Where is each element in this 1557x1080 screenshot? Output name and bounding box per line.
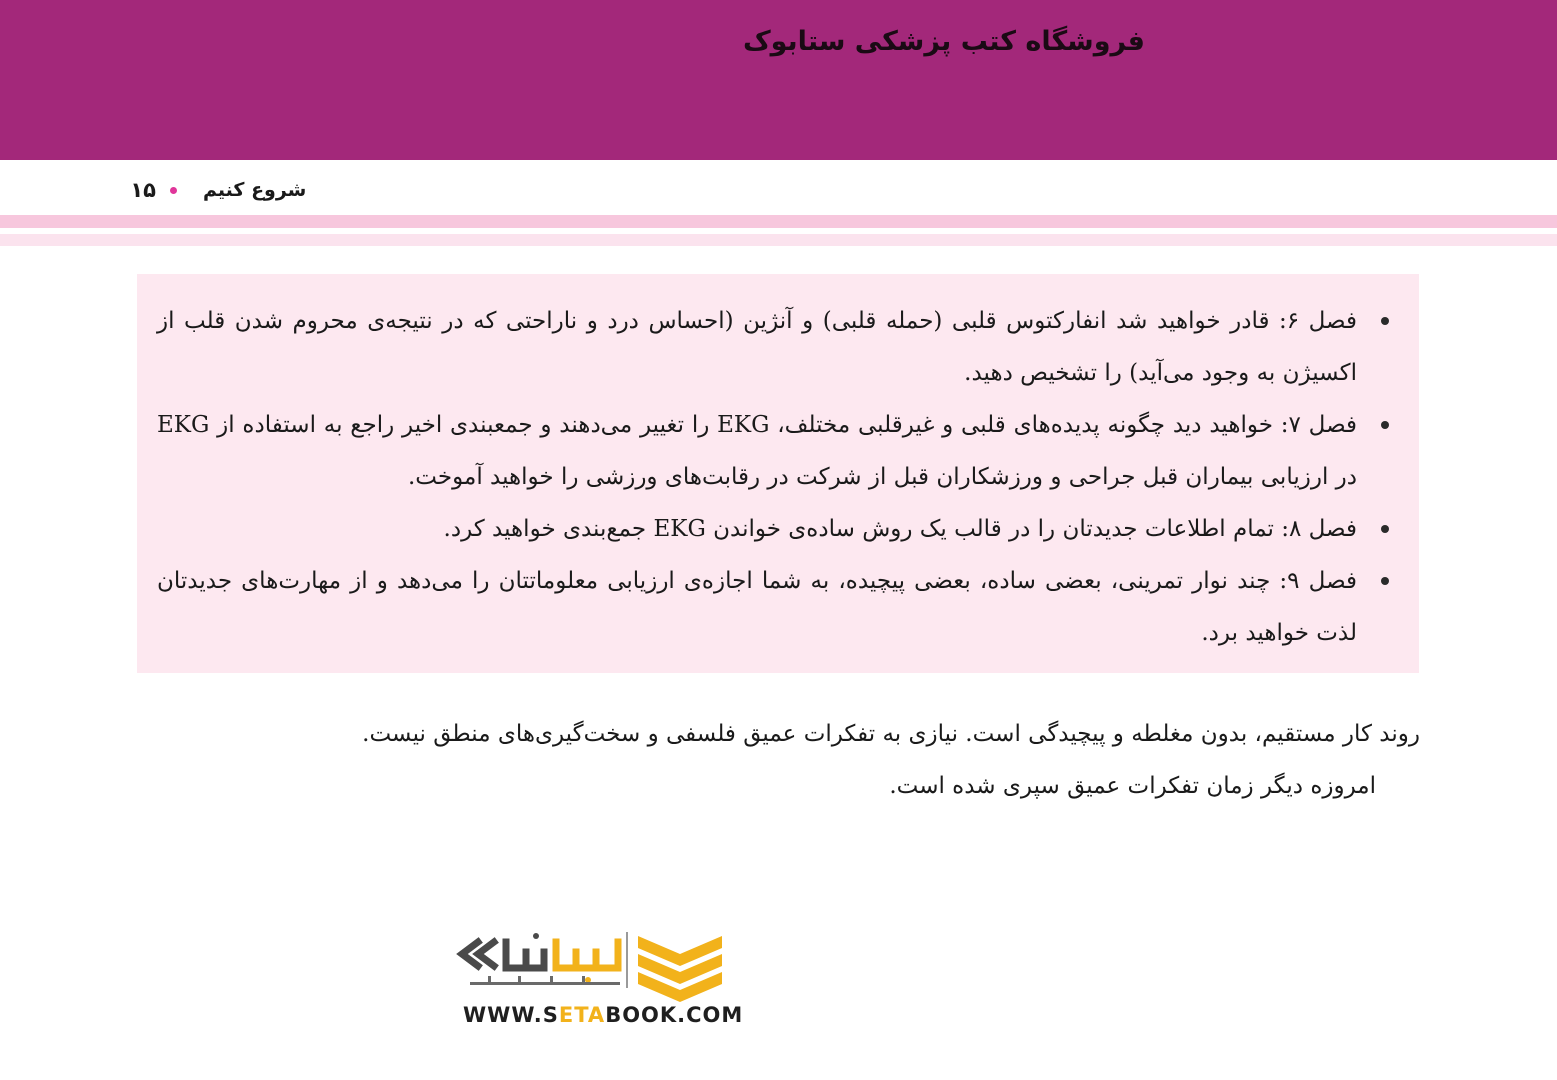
body-paragraph [220,708,1420,812]
summary-item-chapter-7 [157,399,1397,503]
chapter-summary-box [137,274,1419,673]
logo-url-accent: ETA [558,1003,606,1027]
body-line-2: امروزه دیگر زمان تفکرات عمیق سپری شده است. [889,773,1376,799]
bullet-icon [1381,577,1389,585]
bullet-icon [1381,317,1389,325]
bullet-icon [1381,525,1389,533]
logo-url-prefix: WWW.S [463,1003,559,1027]
logo-wordmark-icon [462,933,618,983]
header-rule-thick [0,215,1557,228]
dot-separator-icon [170,187,177,194]
page-number: ۱۵ [130,178,156,202]
summary-item-chapter-9 [157,555,1397,659]
summary-item-text: فصل ۶: قادر خواهید شد انفارکتوس قلبی (حمله قلبی) و آنژین (احساس درد و ناراحتی که در نتیجه‌ی محروم شدن قلب از اکسیژن به وجود می‌آید) را تشخیص دهید. [157,308,1357,386]
section-name: شروع کنیم [203,179,307,201]
chapter-summary-list [157,295,1397,659]
logo-url [463,1003,744,1027]
banner-title: فروشگاه کتب پزشکی ستابوک [742,26,1145,57]
logo-chevron-icon [638,936,722,1002]
header-rule-thin [0,234,1557,246]
summary-item-chapter-6 [157,295,1397,399]
bullet-icon [1381,421,1389,429]
summary-item-text: فصل ۹: چند نوار تمرینی، بعضی ساده، بعضی پیچیده، به شما اجازه‌ی ارزیابی معلوماتتان را می‌دهد و از مهارت‌های جدیدتان لذت خواهید برد. [157,568,1358,646]
running-head [120,172,340,208]
body-line-1: روند کار مستقیم، بدون مغلطه و پیچیدگی است. نیازی به تفکرات عمیق فلسفی و سخت‌گیری‌های منطق نیست. [362,721,1420,747]
top-banner [0,0,1557,160]
logo-url-suffix: BOOK.COM [605,1003,744,1027]
logo-tagline-icon [470,976,620,985]
summary-item-text: فصل ۸: تمام اطلاعات جدیدتان را در قالب یک روش ساده‌ی خواندن EKG جمع‌بندی خواهید کرد. [443,516,1357,542]
summary-item-chapter-8 [157,503,1397,555]
logo-divider [626,932,628,988]
summary-item-text: فصل ۷: خواهید دید چگونه پدیده‌های قلبی و غیرقلبی مختلف، EKG را تغییر می‌دهند و جمعبندی اخیر راجع به استفاده از EKG در ارزیابی بیماران قبل جراحی و ورزشکاران قبل از شرکت در رقابت‌های ورزشی را خواهید آموخت. [157,412,1358,490]
